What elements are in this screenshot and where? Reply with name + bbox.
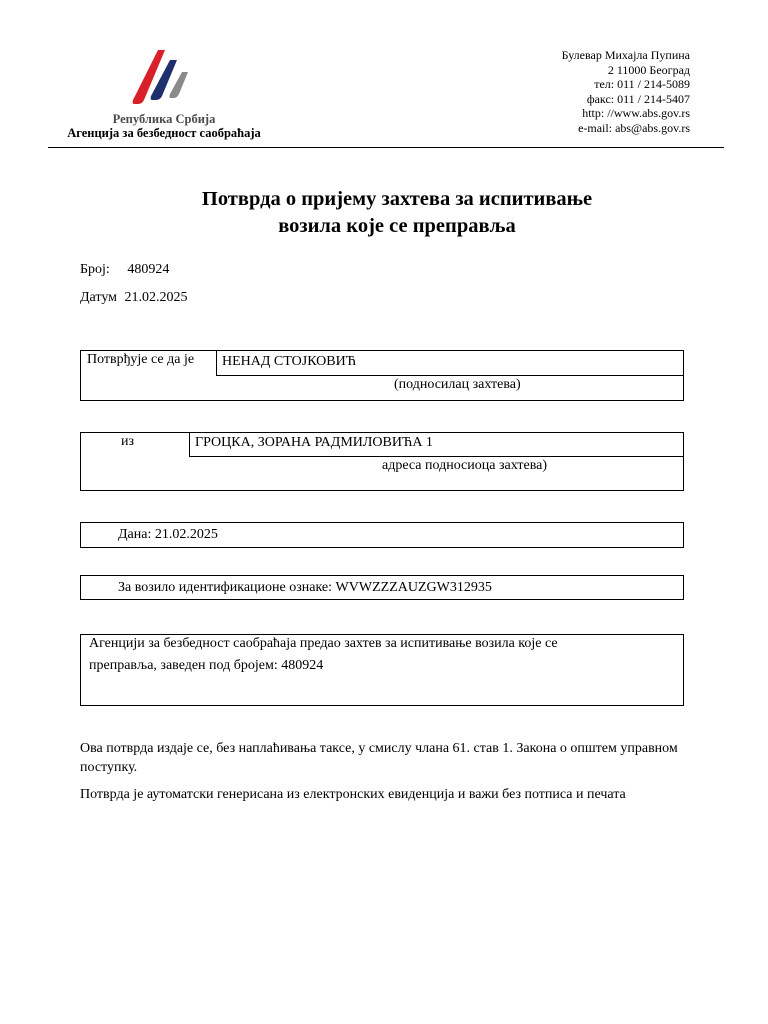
vin-value: WVWZZZAUZGW312935 xyxy=(335,580,492,595)
document-number-row xyxy=(80,262,169,278)
agency-name: Агенција за безбедност саобраћаја xyxy=(67,126,261,140)
contact-email: e-mail: abs@abs.gov.rs xyxy=(578,120,690,135)
agency-logo-icon xyxy=(132,48,194,106)
contact-fax: факс: 011 / 214-5407 xyxy=(586,91,690,106)
document-title xyxy=(80,186,714,240)
applicant-caption: (подносилац захтева) xyxy=(394,377,521,392)
day-value: 21.02.2025 xyxy=(154,527,218,542)
day-label: Дана: xyxy=(118,527,152,542)
submission-line-2 xyxy=(89,658,323,674)
applicant-name: НЕНАД СТОЈКОВИЋ xyxy=(222,354,357,369)
address-box xyxy=(80,432,684,491)
contact-phone: тел: 011 / 214-5089 xyxy=(594,77,690,91)
address-caption: адреса подносиоца захтева) xyxy=(382,458,547,473)
from-label: из xyxy=(121,434,135,449)
date-label: Датум xyxy=(80,290,118,305)
number-label: Број: xyxy=(80,262,110,277)
number-value: 480924 xyxy=(127,262,170,277)
date-value: 21.02.2025 xyxy=(124,290,188,305)
footer-note-1: Ова потврда издаје се, без наплаћивања таксе, у смислу члана 61. став 1. Закона о општем управном поступку. xyxy=(80,741,678,775)
day-row xyxy=(118,527,218,543)
day-box xyxy=(80,522,684,548)
contact-street: Булевар Михајла Пупина xyxy=(561,48,690,62)
submission-box xyxy=(80,634,684,706)
logo-gray-stripe xyxy=(170,72,189,98)
confirm-label: Потврђује се да је xyxy=(87,352,195,367)
submission-number: 480924 xyxy=(281,658,324,673)
logo-caption: Република Србија xyxy=(112,112,216,126)
document-date-row xyxy=(80,290,188,306)
vehicle-row xyxy=(118,580,492,596)
title-line-2: возила које се преправља xyxy=(278,215,516,237)
applicant-name-cell xyxy=(216,350,684,376)
header-divider xyxy=(48,147,724,148)
vehicle-box xyxy=(80,575,684,600)
footer-note-2: Потврда је аутоматски генерисана из електронских евиденција и важи без потписа и печата xyxy=(80,787,626,802)
contact-block xyxy=(562,48,690,135)
submission-text: преправља, заведен под бројем: xyxy=(89,658,278,673)
vehicle-label: За возило идентификационе ознаке: xyxy=(118,580,333,595)
applicant-box xyxy=(80,350,684,401)
submission-line-1: Агенцији за безбедност саобраћаја предао захтев за испитивање возила које се xyxy=(89,636,558,651)
contact-web: http: //www.abs.gov.rs xyxy=(582,106,690,120)
applicant-address: ГРОЦКА, ЗОРАНА РАДМИЛОВИЋА 1 xyxy=(195,435,433,450)
title-line-1: Потврда о пријему захтева за испитивање xyxy=(201,188,593,210)
address-cell xyxy=(189,432,684,457)
contact-city: 2 11000 Београд xyxy=(607,62,690,77)
